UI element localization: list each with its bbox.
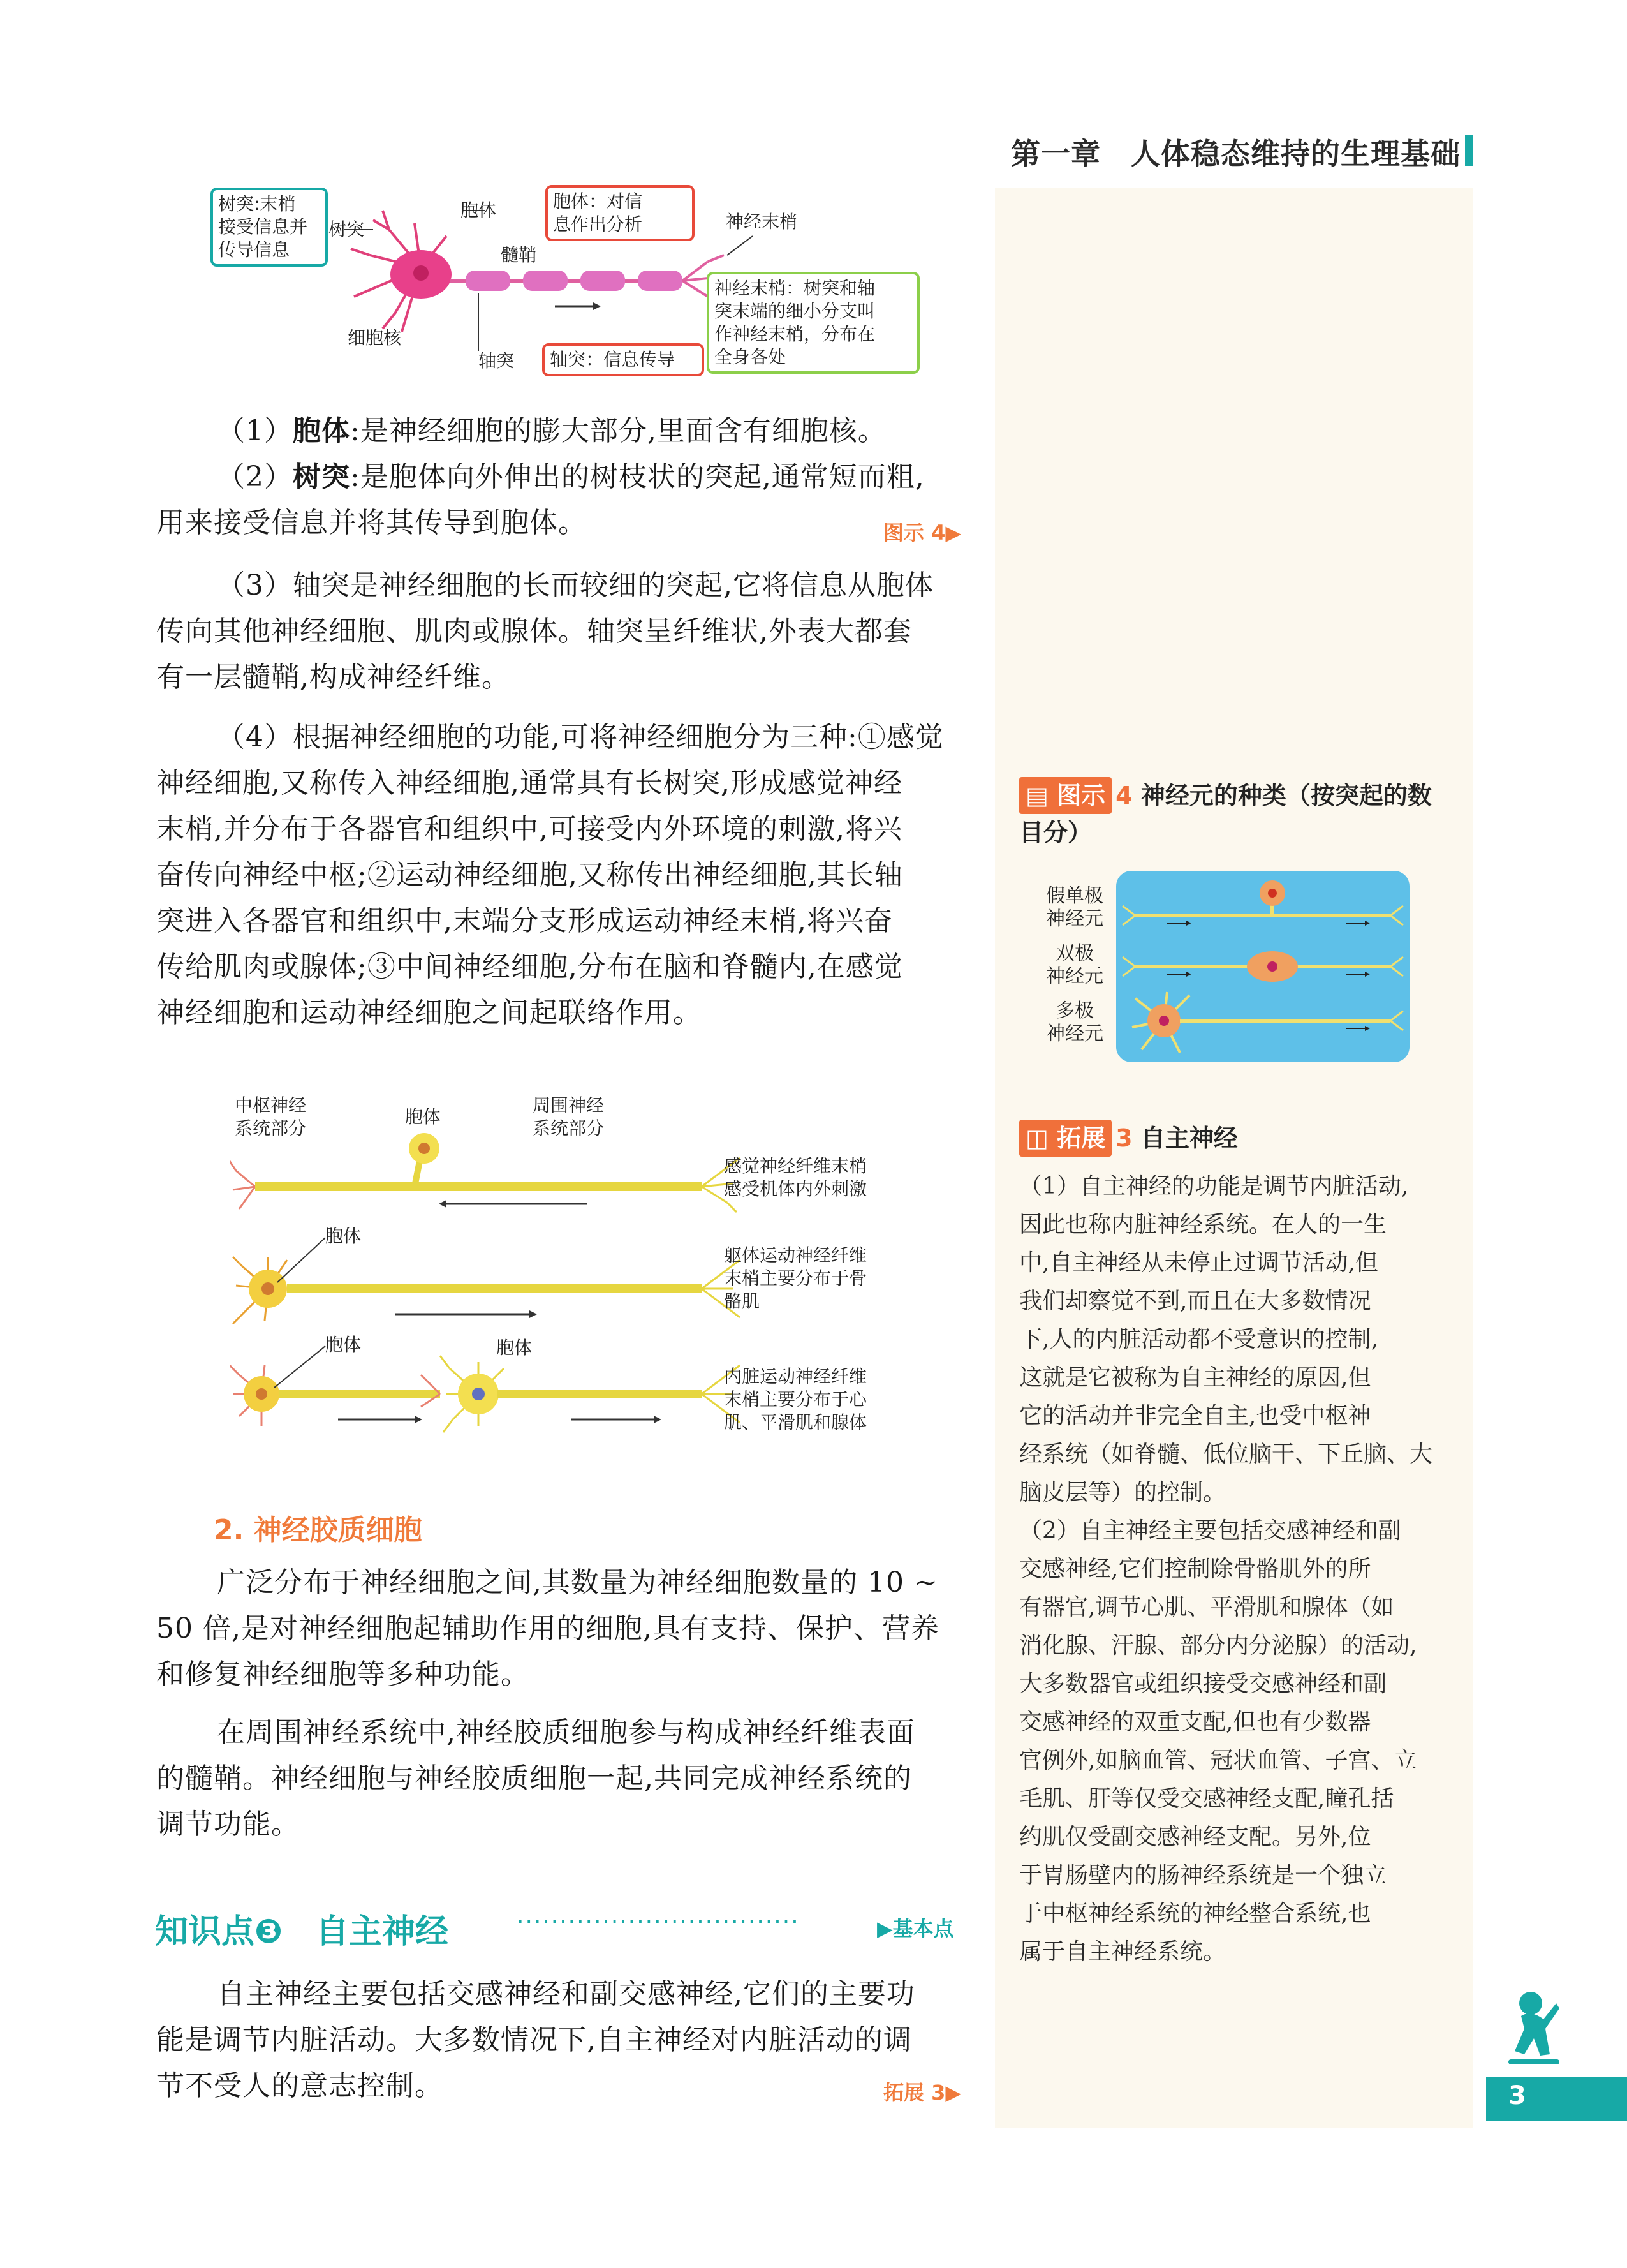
- label-cell-body-somatic: 胞体: [325, 1226, 362, 1247]
- side-line: 经系统（如脊髓、低位脑干、下丘脑、大: [1019, 1441, 1433, 1467]
- mascot-icon: [1496, 1984, 1566, 2073]
- figure-4-heading: [1019, 777, 1466, 851]
- para-axon: [156, 563, 985, 700]
- para-line: 突进入各器官和组织中,末端分支形成运动神经末梢,将兴奋: [156, 905, 893, 937]
- para-line: 有一层髓鞘,构成神经纤维。: [156, 661, 510, 693]
- label-visceral-motor: [724, 1365, 867, 1434]
- para-line: 广泛分布于神经细胞之间,其数量为神经细胞数量的 10 ~: [217, 1566, 938, 1599]
- para-glial-1: [156, 1560, 985, 1698]
- label-line: 中枢神经: [235, 1095, 307, 1116]
- label-cell-body-sensory: 胞体: [405, 1106, 441, 1127]
- label-line: 系统部分: [235, 1118, 307, 1139]
- para-neuron-types: [156, 715, 985, 1036]
- extension-tag-label: 拓展: [1057, 1124, 1106, 1152]
- label-sensory-ending: [724, 1155, 867, 1201]
- para-glial-2: [156, 1710, 985, 1848]
- para-line: 自主神经主要包括交感神经和副交感神经,它们的主要功: [217, 1978, 915, 2010]
- label-somatic-motor: [724, 1244, 867, 1313]
- term-bold: 树突: [293, 461, 350, 493]
- label-multipolar: [1040, 1000, 1110, 1046]
- page-number: 3: [1508, 2081, 1526, 2110]
- side-line: （1）自主神经的功能是调节内脏活动,: [1019, 1173, 1409, 1199]
- term-definition: :是神经细胞的膨大部分,里面含有细胞核。: [350, 415, 887, 447]
- basic-point-tag: ▶基本点: [877, 1916, 954, 1941]
- para-line: 50 倍,是对神经细胞起辅助作用的细胞,具有支持、保护、营养: [156, 1612, 939, 1645]
- extension-body: [1019, 1167, 1466, 1971]
- label-nerve-ending: 神经末梢: [726, 211, 798, 232]
- label-nucleus: 细胞核: [348, 327, 402, 348]
- callout-line: 接受信息并: [218, 216, 308, 237]
- label-line: 末梢主要分布于骨: [724, 1268, 867, 1289]
- label-line: 神经元: [1046, 965, 1103, 988]
- para-line: （4）根据神经细胞的功能,可将神经细胞分为三种:①感觉: [217, 721, 944, 753]
- callout-line: 息作出分析: [553, 214, 643, 235]
- label-line: 感受机体内外刺激: [724, 1178, 867, 1199]
- label-pseudounipolar: [1040, 885, 1110, 931]
- label-line: 躯体运动神经纤维: [724, 1245, 867, 1266]
- label-bipolar: [1040, 942, 1110, 988]
- para-cell-body: [156, 408, 985, 454]
- side-line: 于中枢神经系统的神经整合系统,也: [1019, 1901, 1371, 1927]
- label-line: 周围神经: [533, 1095, 605, 1116]
- callout-line: 树突:末梢: [218, 193, 296, 214]
- side-line: （2）自主神经主要包括交感神经和副: [1019, 1518, 1401, 1544]
- para-line: 奋传向神经中枢;②运动神经细胞,又称传出神经细胞,其长轴: [156, 859, 903, 891]
- para-dendrite: [156, 454, 985, 546]
- label-axon: 轴突: [478, 350, 515, 371]
- label-line: 神经元: [1046, 908, 1103, 930]
- callout-line: 作神经末梢，分布在: [714, 323, 876, 345]
- para-line: 在周围神经系统中,神经胶质细胞参与构成神经纤维表面: [217, 1716, 915, 1749]
- side-line: 我们却察觉不到,而且在大多数情况: [1019, 1288, 1371, 1314]
- label-line: 末梢主要分布于心: [724, 1389, 867, 1410]
- para-line: 传向其他神经细胞、肌肉或腺体。轴突呈纤维状,外表大都套: [156, 615, 912, 648]
- book-icon: ▤: [1026, 782, 1057, 810]
- side-line: 脑皮层等）的控制。: [1019, 1479, 1226, 1506]
- extension-tag: [1019, 1120, 1112, 1157]
- extension-title: 自主神经: [1140, 1124, 1238, 1152]
- figure-number: 4: [1115, 782, 1133, 810]
- extension-icon: ◫: [1026, 1124, 1057, 1152]
- label-cns: [235, 1094, 306, 1140]
- side-line: 消化腺、汗腺、部分内分泌腺）的活动,: [1019, 1633, 1417, 1659]
- label-cell-body-visceral: 胞体: [325, 1334, 362, 1355]
- para-autonomic: [156, 1971, 985, 2109]
- para-line: 调节功能。: [156, 1808, 300, 1841]
- extension-3-marker[interactable]: 拓展 3▶: [883, 2080, 962, 2105]
- side-line: 这就是它被称为自主神经的原因,但: [1019, 1365, 1371, 1391]
- label-dendrite: 树突: [328, 219, 365, 240]
- label-line: 系统部分: [533, 1118, 605, 1139]
- para-line: 和修复神经细胞等多种功能。: [156, 1658, 529, 1691]
- cell-body-callout: [545, 185, 695, 241]
- side-line: 有器官,调节心肌、平滑肌和腺体（如: [1019, 1594, 1394, 1620]
- para-line: 末梢,并分布于各器官和组织中,可接受内外环境的刺激,将兴: [156, 813, 902, 845]
- para-line: 用来接受信息并将其传导到胞体。: [156, 507, 587, 539]
- label-line: 内脏运动神经纤维: [724, 1366, 867, 1387]
- callout-line: 传导信息: [218, 239, 290, 260]
- label-line: 多极: [1056, 1000, 1094, 1022]
- figure-tag-label: 图示: [1057, 782, 1106, 810]
- item-number: （1）: [217, 415, 293, 447]
- nerve-ending-callout: [707, 272, 920, 374]
- neuron-types-illustration: [1116, 871, 1410, 1062]
- dendrite-callout: [210, 188, 328, 267]
- label-line: 骼肌: [724, 1291, 760, 1312]
- side-line: 属于自主神经系统。: [1019, 1939, 1226, 1965]
- term-definition: :是胞体向外伸出的树枝状的突起,通常短而粗,: [350, 461, 925, 493]
- label-cell-body: 胞体: [460, 200, 497, 221]
- label-line: 双极: [1056, 942, 1094, 965]
- neural-pathway-diagram: [230, 1094, 918, 1477]
- side-line: 于胃肠壁内的肠神经系统是一个独立: [1019, 1862, 1387, 1888]
- neuron-structure-diagram: [210, 185, 918, 389]
- chapter-accent-bar: [1465, 135, 1473, 166]
- figure-title: 神经元的种类（按突起的数: [1140, 782, 1432, 810]
- side-line: 大多数器官或组织接受交感神经和副: [1019, 1671, 1387, 1697]
- figure-4-marker[interactable]: 图示 4▶: [883, 521, 962, 545]
- chapter-title: 第一章 人体稳态维持的生理基础: [1011, 137, 1461, 171]
- para-line: 节不受人的意志控制。: [156, 2070, 443, 2102]
- extension-3-heading: [1019, 1120, 1466, 1157]
- label-line: 肌、平滑肌和腺体: [724, 1412, 867, 1433]
- para-line: 神经细胞和运动神经细胞之间起联络作用。: [156, 997, 702, 1029]
- title-dots: ·································: [517, 1909, 800, 1935]
- label-myelin: 髓鞘: [501, 244, 537, 265]
- label-pns: [533, 1094, 604, 1140]
- para-line: 神经细胞,又称传入神经细胞,通常具有长树突,形成感觉神经: [156, 767, 902, 799]
- side-line: 毛肌、肝等仅受交感神经支配,瞳孔括: [1019, 1786, 1394, 1812]
- knowledge-point-title: 知识点❸ 自主神经: [155, 1913, 449, 1951]
- side-line: 因此也称内脏神经系统。在人的一生: [1019, 1212, 1387, 1238]
- axon-callout: 轴突：信息传导: [542, 343, 704, 376]
- section-glial-cells-title: 2. 神经胶质细胞: [214, 1514, 422, 1546]
- label-cell-body-ganglion: 胞体: [496, 1337, 533, 1358]
- page-number-tab: [1486, 2077, 1627, 2121]
- callout-line: 突末端的细小分支叫: [714, 300, 876, 322]
- para-line: 能是调节内脏活动。大多数情况下,自主神经对内脏活动的调: [156, 2024, 912, 2056]
- para-line: （3）轴突是神经细胞的长而较细的突起,它将信息从胞体: [217, 569, 934, 602]
- side-line: 交感神经的双重支配,但也有少数器: [1019, 1709, 1371, 1735]
- side-line: 中,自主神经从未停止过调节活动,但: [1019, 1250, 1378, 1276]
- figure-tag: [1019, 777, 1112, 814]
- side-line: 下,人的内脏活动都不受意识的控制,: [1019, 1326, 1378, 1353]
- figure-title-cont: 目分）: [1019, 819, 1093, 847]
- side-line: 它的活动并非完全自主,也受中枢神: [1019, 1403, 1371, 1429]
- label-line: 神经元: [1046, 1023, 1103, 1045]
- item-number: （2）: [217, 461, 293, 493]
- extension-number: 3: [1115, 1124, 1133, 1152]
- callout-line: 胞体：对信: [553, 191, 643, 212]
- para-line: 传给肌肉或腺体;③中间神经细胞,分布在脑和脊髓内,在感觉: [156, 951, 903, 983]
- term-bold: 胞体: [293, 415, 350, 447]
- side-line: 官例外,如脑血管、冠状血管、子宫、立: [1019, 1747, 1417, 1774]
- neuron-types-figure: [1017, 871, 1413, 1062]
- side-line: 约肌仅受副交感神经支配。另外,位: [1019, 1824, 1371, 1850]
- label-line: 感觉神经纤维末梢: [724, 1155, 867, 1176]
- callout-line: 全身各处: [714, 346, 786, 367]
- label-line: 假单极: [1046, 885, 1103, 907]
- side-line: 交感神经,它们控制除骨骼肌外的所: [1019, 1556, 1371, 1582]
- para-line: 的髓鞘。神经细胞与神经胶质细胞一起,共同完成神经系统的: [156, 1762, 912, 1795]
- callout-line: 神经末梢：树突和轴: [714, 278, 876, 299]
